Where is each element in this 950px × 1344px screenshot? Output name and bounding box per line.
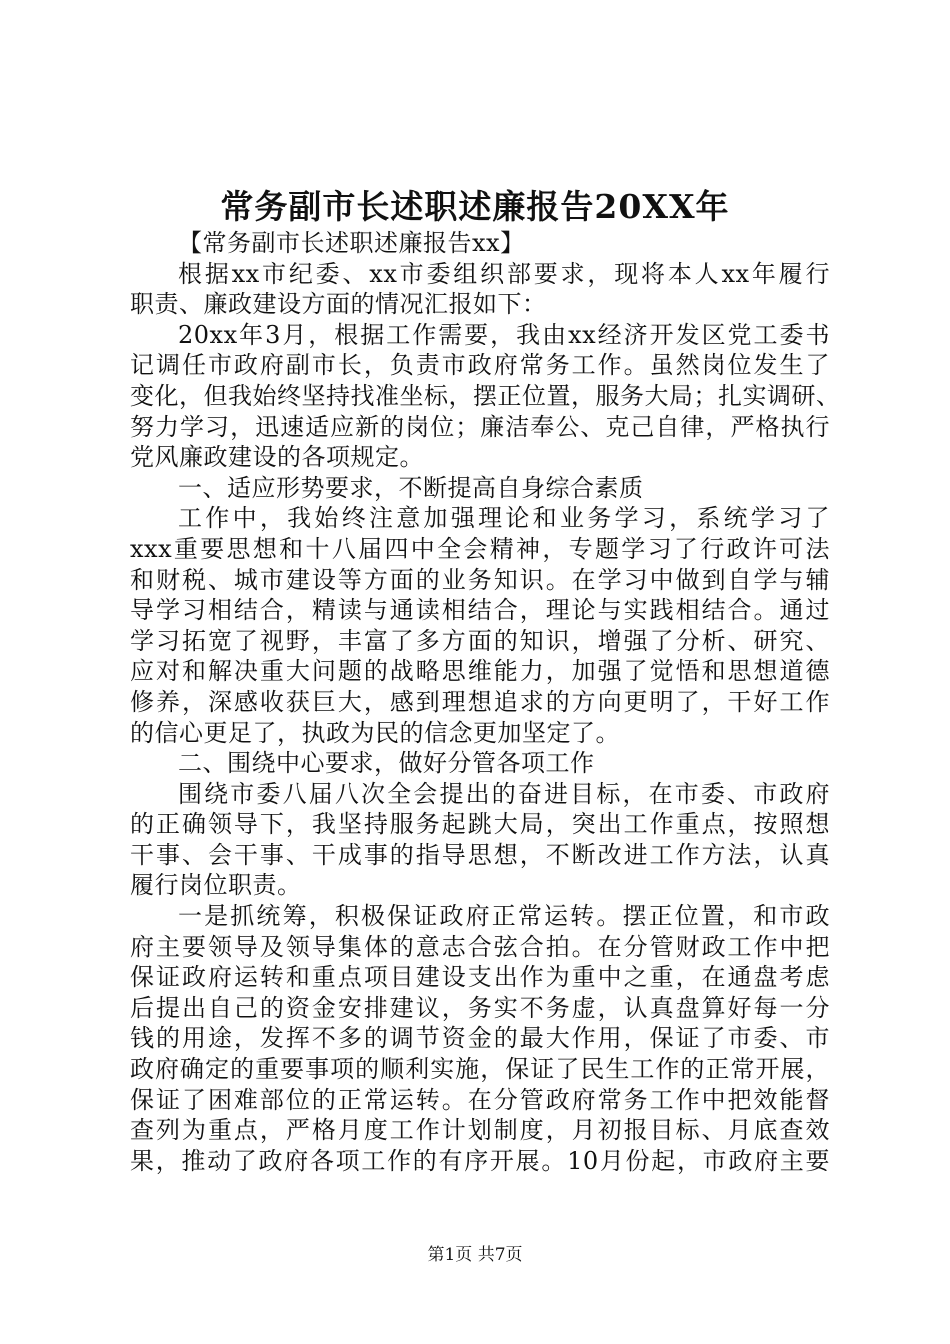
body-line: 钱的用途，发挥不多的调节资金的最大作用，保证了市委、市 xyxy=(130,1024,830,1053)
body-line: 党风廉政建设的各项规定。 xyxy=(130,443,424,472)
body-line: 修养，深感收获巨大，感到理想追求的方向更明了，干好工作 xyxy=(130,687,830,716)
body-line: 履行岗位职责。 xyxy=(130,871,302,900)
body-line: 一是抓统筹，积极保证政府正常运转。摆正位置，和市政 xyxy=(178,902,830,931)
body-line: 二、围绕中心要求，做好分管各项工作 xyxy=(178,749,595,778)
body-line: 变化，但我始终坚持找准坐标，摆正位置，服务大局；扎实调研、 xyxy=(130,381,841,410)
body-line: 后提出自己的资金安排建议，务实不务虚，认真盘算好每一分 xyxy=(130,993,830,1022)
body-line: 应对和解决重大问题的战略思维能力，加强了觉悟和思想道德 xyxy=(130,657,830,686)
document-title: 常务副市长述职述廉报告20XX年 xyxy=(220,187,730,226)
body-line: 政府确定的重要事项的顺利实施，保证了民生工作的正常开展， xyxy=(130,1055,830,1084)
document-body xyxy=(130,228,841,1176)
body-line: 保证政府运转和重点项目建设支出作为重中之重，在通盘考虑 xyxy=(130,963,830,992)
page-footer: 第1页 共7页 xyxy=(427,1245,523,1265)
body-line: 的信心更足了，执政为民的信念更加坚定了。 xyxy=(130,718,620,747)
body-line: 导学习相结合，精读与通读相结合，理论与实践相结合。通过 xyxy=(130,596,830,625)
body-line: 围绕市委八届八次全会提出的奋进目标，在市委、市政府 xyxy=(178,779,830,808)
body-line: 干事、会干事、干成事的指导思想，不断改进工作方法，认真 xyxy=(130,840,830,869)
body-line: 职责、廉政建设方面的情况汇报如下： xyxy=(130,290,547,319)
body-line: 【常务副市长述职述廉报告xx】 xyxy=(178,229,525,257)
body-line: 努力学习，迅速适应新的岗位；廉洁奉公、克己自律，严格执行 xyxy=(130,412,830,441)
body-line: 根据xx市纪委、xx市委组织部要求，现将本人xx年履行 xyxy=(178,259,830,288)
body-line: 20xx年3月，根据工作需要，我由xx经济开发区党工委书 xyxy=(178,320,830,349)
body-line: 记调任市政府副市长，负责市政府常务工作。虽然岗位发生了 xyxy=(130,351,830,380)
body-line: 果，推动了政府各项工作的有序开展。10月份起，市政府主要 xyxy=(130,1146,830,1175)
body-line: 查列为重点，严格月度工作计划制度，月初报目标、月底查效 xyxy=(130,1116,830,1145)
body-line: xxx重要思想和十八届四中全会精神，专题学习了行政许可法 xyxy=(130,534,830,563)
body-line: 一、适应形势要求，不断提高自身综合素质 xyxy=(178,473,644,502)
body-line: 工作中，我始终注意加强理论和业务学习，系统学习了 xyxy=(178,504,830,533)
body-line: 的正确领导下，我坚持服务起跳大局，突出工作重点，按照想 xyxy=(130,810,830,839)
body-line: 府主要领导及领导集体的意志合弦合拍。在分管财政工作中把 xyxy=(130,932,830,961)
body-line: 保证了困难部位的正常运转。在分管政府常务工作中把效能督 xyxy=(130,1085,830,1114)
body-line: 和财税、城市建设等方面的业务知识。在学习中做到自学与辅 xyxy=(130,565,830,594)
body-line: 学习拓宽了视野，丰富了多方面的知识，增强了分析、研究、 xyxy=(130,626,830,655)
